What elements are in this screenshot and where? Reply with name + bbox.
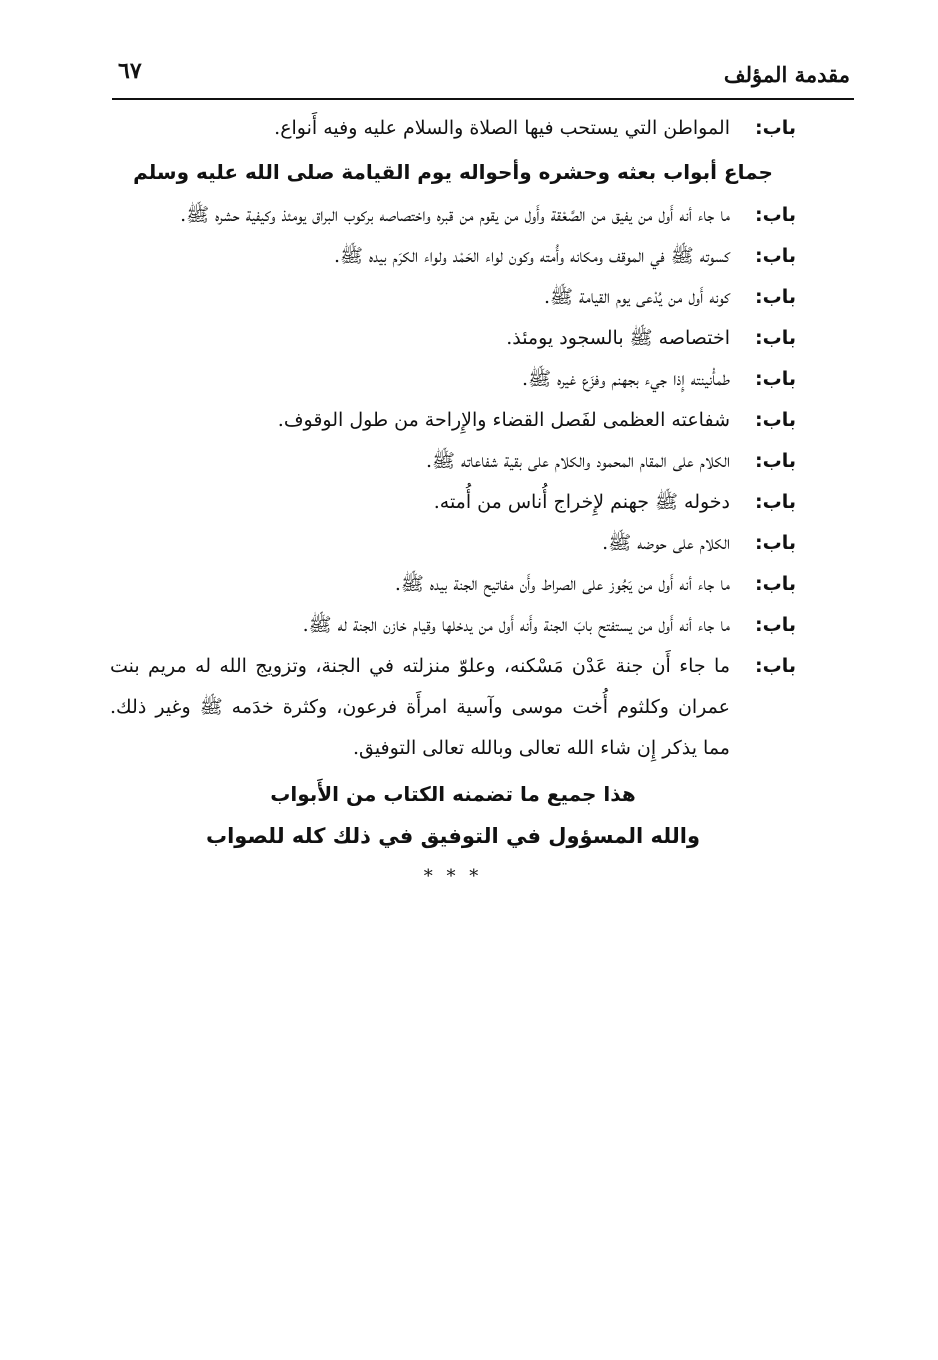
- list-item: [110, 277, 796, 318]
- list-item: [110, 108, 796, 149]
- entry-label: باب:: [755, 573, 796, 595]
- list-item: [110, 441, 796, 482]
- page-content: [110, 108, 796, 895]
- entry-label: باب:: [755, 204, 796, 226]
- entry-text: المواطن التي يستحب فيها الصلاة والسلام عليه وفيه أَنواع.: [274, 117, 730, 139]
- list-item: [110, 482, 796, 523]
- list-item: [110, 523, 796, 564]
- entry-label: باب:: [755, 286, 796, 308]
- entry-label: باب:: [755, 117, 796, 139]
- list-item: [110, 646, 796, 769]
- entry-label: باب:: [755, 532, 796, 554]
- entry-text: ما جاء أنه أَول من يستفتح بابَ الجنة وأَنه أَول من يدخلها وقيام خازن الجنة له ﷺ.: [302, 614, 730, 636]
- list-item: [110, 400, 796, 441]
- entry-label: باب:: [755, 491, 796, 513]
- entry-label: باب:: [755, 614, 796, 636]
- entry-label: باب:: [755, 655, 796, 677]
- entry-label: باب:: [755, 368, 796, 390]
- closing-line-1: هذا جميع ما تضمنه الكتاب من الأَبواب: [270, 782, 636, 806]
- running-header: [112, 58, 854, 100]
- page-number: ٦٧: [118, 58, 142, 84]
- entry-text: ما جاء أَن جنة عَدْن مَسْكنه، وعلوّ منزلته في الجنة، وتزويج الله له مريم بنت عمران وكلثوم أُخت موسى وآسية امرأَة فرعون، وكثرة خدَمه ﷺ وغير ذلك. مما يذكر إِن شاء الله تعالى وبالله تعالى التوفيق.: [110, 655, 730, 759]
- list-item: [110, 318, 796, 359]
- list-item: [110, 605, 796, 646]
- entry-text: ما جاء أنه أَول من يفيق من الصَّعْقة وأَول من يقوم من قبره واختصاصه بركوب البراق يومئذ وكيفية حشره ﷺ.: [180, 204, 730, 226]
- closing-line-2: والله المسؤول في التوفيق في ذلك كله للصواب: [205, 824, 700, 848]
- list-item: [110, 236, 796, 277]
- section-heading: جماع أبواب بعثه وحشره وأحواله يوم القيامة صلى الله عليه وسلم: [133, 160, 773, 184]
- header-title: مقدمة المؤلف: [723, 62, 850, 87]
- entry-text: شفاعته العظمى لفَصل القضاء والإِراحة من طول الوقوف.: [277, 409, 730, 431]
- entry-text: طمأْنينته إِذا جيء بجهنم وفزَع غيره ﷺ.: [522, 368, 730, 390]
- end-mark: * * *: [423, 866, 483, 887]
- entry-label: باب:: [755, 409, 796, 431]
- entry-label: باب:: [755, 327, 796, 349]
- entry-text: كونه أَول من يُدْعى يوم القيامة ﷺ.: [543, 286, 730, 308]
- list-item: [110, 359, 796, 400]
- list-item: [110, 195, 796, 236]
- entry-text: الكلام على المقام المحمود والكلام على بقية شفاعاته ﷺ.: [425, 450, 730, 472]
- entry-text: دخوله ﷺ جهنم لإِخراج أُناس من أُمته.: [433, 491, 730, 513]
- entry-text: اختصاصه ﷺ بالسجود يومئذ.: [506, 327, 730, 349]
- entry-text: الكلام على حوضه ﷺ.: [602, 532, 730, 554]
- entry-label: باب:: [755, 450, 796, 472]
- list-item: [110, 564, 796, 605]
- entry-text: ما جاء أنه أَول من يَجُوز على الصراط وأَن مفاتيح الجنة بيده ﷺ.: [394, 573, 730, 595]
- entry-text: كسوته ﷺ في الموقف ومكانه وأُمته وكون لواء الحَمْد ولواء الكرَم بيده ﷺ.: [334, 245, 730, 267]
- entry-label: باب:: [755, 245, 796, 267]
